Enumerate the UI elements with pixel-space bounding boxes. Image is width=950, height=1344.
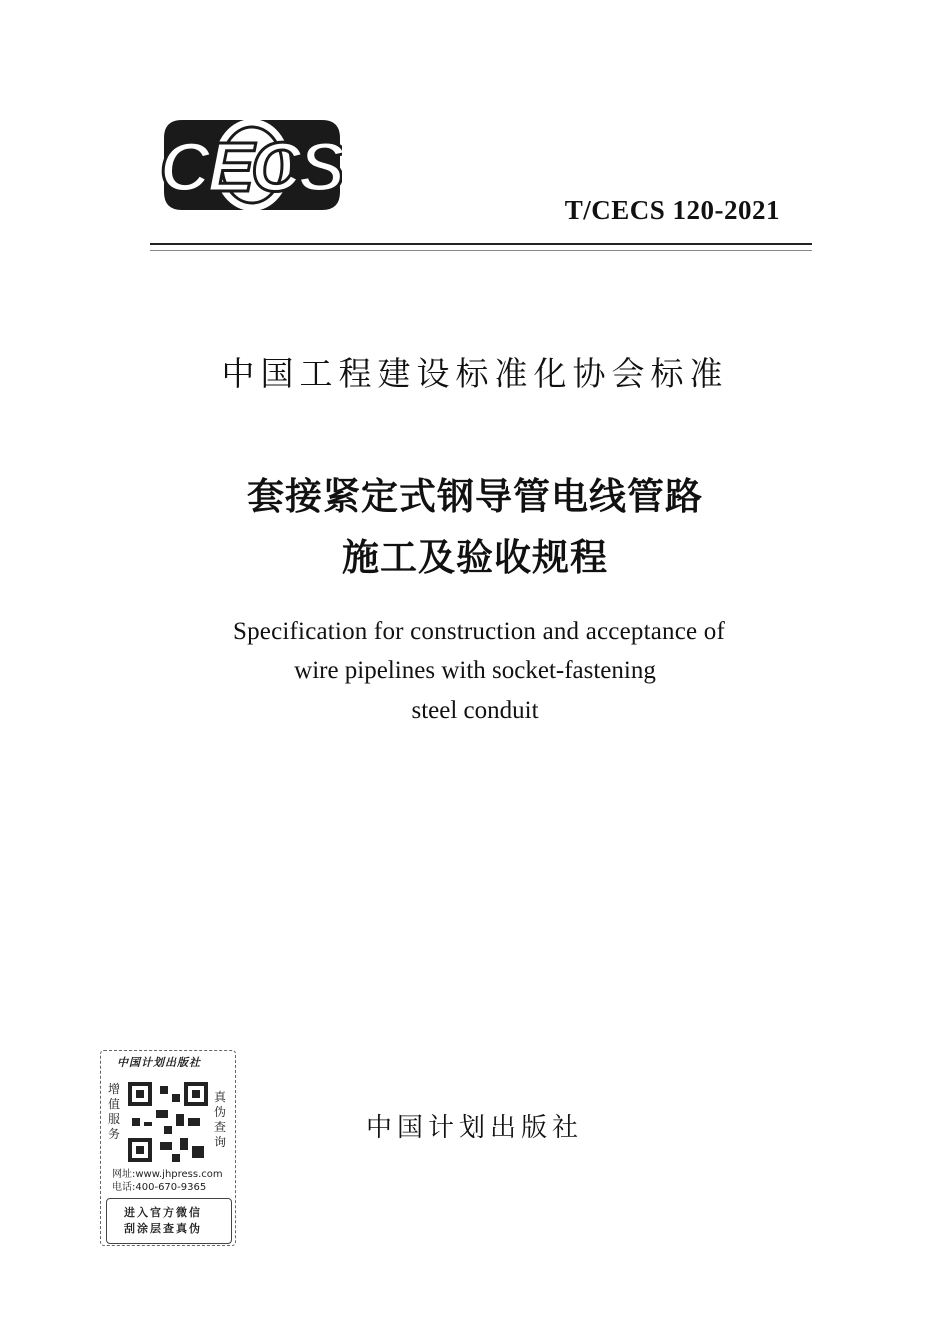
header-divider [150, 243, 812, 245]
title-cn-line2: 施工及验收规程 [342, 536, 608, 579]
title-en-line1: Specification for construction and acceptance of [232, 618, 726, 645]
label-line1: 进入官方微信 [124, 1206, 202, 1219]
svg-text:CECS: CECS [160, 128, 342, 206]
title-cn-line1: 套接紧定式钢导管电线管路 [247, 475, 703, 518]
qr-code-icon[interactable] [128, 1082, 208, 1162]
label-right-text: 真伪查询 [214, 1090, 227, 1149]
label-line2: 刮涂层查真伪 [124, 1222, 202, 1235]
standard-number: T/CECS 120-2021 [564, 195, 780, 225]
label-website: 网址:www.jhpress.com [112, 1169, 223, 1180]
title-en-line2: wire pipelines with socket-fastening [294, 657, 656, 684]
cecs-logo [160, 118, 342, 212]
header-divider-thin [150, 250, 812, 251]
association-name: 中国工程建设标准化协会标准 [221, 354, 729, 393]
title-en-line3: steel conduit [411, 697, 539, 724]
publisher-name: 中国计划出版社 [366, 1113, 584, 1143]
label-left-text: 增值服务 [108, 1082, 121, 1141]
label-publisher: 中国计划出版社 [117, 1056, 201, 1069]
label-phone: 电话:400-670-9365 [112, 1182, 207, 1193]
